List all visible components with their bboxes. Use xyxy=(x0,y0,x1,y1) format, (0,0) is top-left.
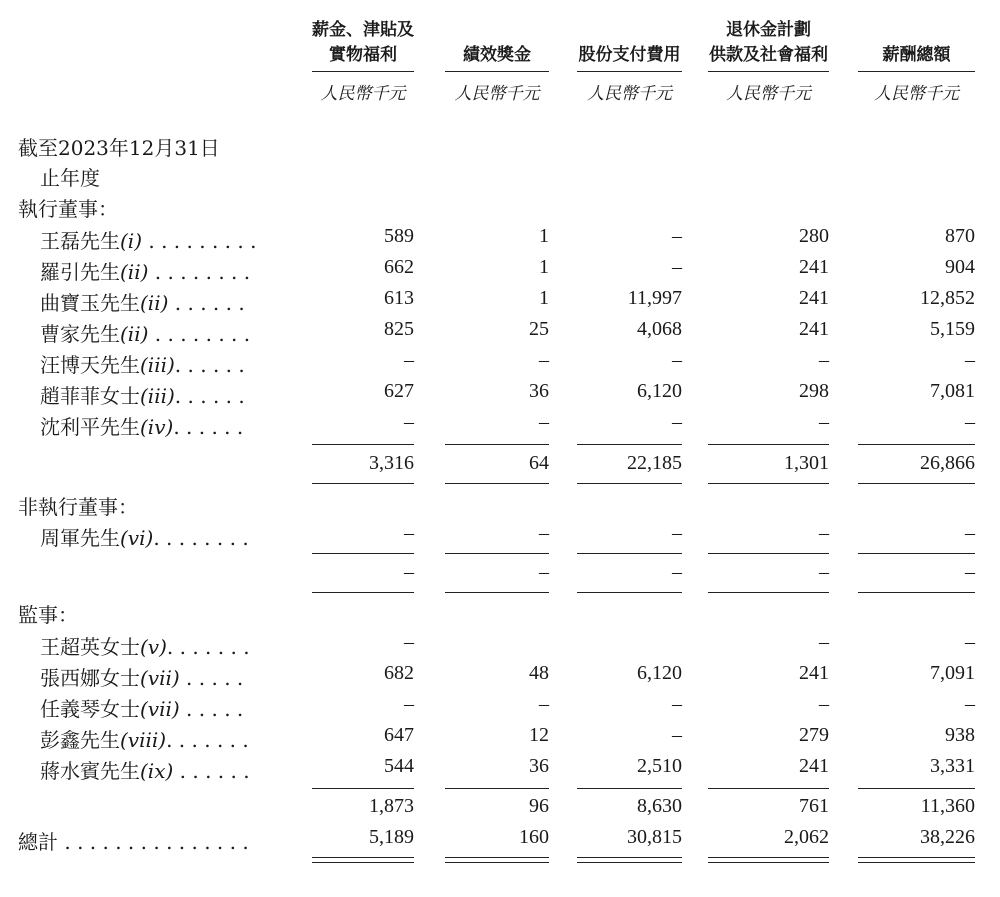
note-ref: (viii) xyxy=(120,728,167,752)
unit-label: 人民幣千元 xyxy=(454,84,540,104)
person-name-text: 王磊先生 xyxy=(40,229,120,253)
section-label: 非執行董事： xyxy=(18,495,138,519)
person-name xyxy=(40,631,250,660)
cell-salary: 647 xyxy=(384,724,414,746)
cell-salary: 825 xyxy=(384,318,414,340)
cell-share: – xyxy=(672,561,682,583)
person-name xyxy=(40,380,245,409)
cell-total: – xyxy=(965,411,975,433)
cell-salary: 5,189 xyxy=(369,826,414,848)
cell-share: 6,120 xyxy=(637,662,682,684)
cell-total: – xyxy=(965,522,975,544)
subtotal-rule xyxy=(708,592,829,593)
cell-total: – xyxy=(965,349,975,371)
note-ref: (ix) xyxy=(140,759,174,783)
cell-bonus: 1 xyxy=(539,287,549,309)
cell-pension: 241 xyxy=(799,318,829,340)
note-ref: (ii) xyxy=(140,291,169,315)
leader-dots: . . . . . . . xyxy=(166,728,249,752)
person-name-text: 蔣水賓先生 xyxy=(40,759,140,783)
cell-pension: 241 xyxy=(799,287,829,309)
person-name xyxy=(40,318,250,347)
cell-total: – xyxy=(965,561,975,583)
cell-pension: 761 xyxy=(799,795,829,817)
cell-salary: 627 xyxy=(384,380,414,402)
person-name xyxy=(40,256,250,285)
subtotal-rule xyxy=(312,553,414,554)
double-rule xyxy=(577,857,682,863)
cell-pension: 241 xyxy=(799,662,829,684)
note-ref: (iv) xyxy=(140,415,174,439)
cell-bonus: 25 xyxy=(529,318,549,340)
column-header-salary: 薪金、津貼及 xyxy=(312,20,414,40)
note-ref: (ii) xyxy=(120,260,149,284)
subtotal-rule xyxy=(312,483,414,484)
person-name-text: 任義琴女士 xyxy=(40,697,140,721)
subtotal-rule xyxy=(577,592,682,593)
cell-total: 5,159 xyxy=(930,318,975,340)
note-ref: (iii) xyxy=(140,353,175,377)
note-ref: (ii) xyxy=(120,322,149,346)
cell-salary: – xyxy=(404,561,414,583)
person-name-text: 汪博天先生 xyxy=(40,353,140,377)
leader-dots: . . . . . . xyxy=(173,759,250,783)
note-ref: (vii) xyxy=(140,666,180,690)
subtotal-rule xyxy=(708,788,829,789)
leader-dots: . . . . . . . . xyxy=(153,526,249,550)
cell-pension: – xyxy=(819,522,829,544)
person-name-text: 彭鑫先生 xyxy=(40,728,120,752)
cell-bonus: – xyxy=(539,522,549,544)
cell-salary: – xyxy=(404,349,414,371)
header-underline xyxy=(577,71,682,72)
cell-total: 11,360 xyxy=(920,795,975,817)
subtotal-rule xyxy=(858,553,975,554)
cell-share: 22,185 xyxy=(627,452,682,474)
double-rule xyxy=(708,857,829,863)
person-name-text: 羅引先生 xyxy=(40,260,120,284)
person-name-text: 周軍先生 xyxy=(40,526,120,550)
cell-pension: – xyxy=(819,693,829,715)
person-name-text: 曹家先生 xyxy=(40,322,120,346)
person-name-text: 張西娜女士 xyxy=(40,666,140,690)
header-underline xyxy=(708,71,829,72)
cell-share: – xyxy=(672,349,682,371)
column-header-pension: 退休金計劃 xyxy=(726,20,811,40)
cell-salary: 1,873 xyxy=(369,795,414,817)
cell-total: 904 xyxy=(945,256,975,278)
person-name xyxy=(40,693,243,722)
note-ref: (i) xyxy=(120,229,143,253)
subtotal-rule xyxy=(858,788,975,789)
person-name-text: 趙菲菲女士 xyxy=(40,384,140,408)
subtotal-rule xyxy=(445,553,549,554)
cell-salary: 613 xyxy=(384,287,414,309)
section-label: 執行董事： xyxy=(18,197,118,221)
cell-salary: 589 xyxy=(384,225,414,247)
cell-share: – xyxy=(672,724,682,746)
leader-dots: . . . . . . . . xyxy=(148,260,251,284)
cell-total: – xyxy=(965,693,975,715)
cell-total: 26,866 xyxy=(920,452,975,474)
cell-salary: 3,316 xyxy=(369,452,414,474)
cell-pension: – xyxy=(819,411,829,433)
section-label: 監事： xyxy=(18,603,78,627)
cell-bonus: 1 xyxy=(539,256,549,278)
double-rule xyxy=(858,857,975,863)
column-header-salary: 實物福利 xyxy=(329,45,397,65)
cell-pension: 241 xyxy=(799,755,829,777)
cell-total: 3,331 xyxy=(930,755,975,777)
leader-dots: . . . . . . xyxy=(174,353,245,377)
cell-pension: 280 xyxy=(799,225,829,247)
cell-pension: 1,301 xyxy=(784,452,829,474)
subtotal-rule xyxy=(445,788,549,789)
leader-dots: . . . . . . . . xyxy=(148,322,251,346)
cell-pension: 279 xyxy=(799,724,829,746)
subtotal-rule xyxy=(708,553,829,554)
cell-bonus: – xyxy=(539,561,549,583)
cell-salary: – xyxy=(404,631,414,653)
unit-label: 人民幣千元 xyxy=(587,84,672,104)
cell-bonus: 48 xyxy=(529,662,549,684)
leader-dots: . . . . . xyxy=(179,697,244,721)
leader-dots: . . . . . . . . . . . . . . . xyxy=(58,830,249,854)
unit-label: 人民幣千元 xyxy=(320,84,406,104)
note-ref: (v) xyxy=(140,635,167,659)
subtotal-rule xyxy=(577,483,682,484)
person-name xyxy=(40,724,249,753)
subtotal-rule xyxy=(708,444,829,445)
unit-label: 人民幣千元 xyxy=(874,84,959,104)
person-name xyxy=(40,755,250,784)
leader-dots: . . . . . . . xyxy=(166,635,250,659)
cell-bonus: 12 xyxy=(529,724,549,746)
person-name xyxy=(40,662,243,691)
cell-bonus: 96 xyxy=(529,795,549,817)
cell-pension: 2,062 xyxy=(784,826,829,848)
grand-total-text: 總計 xyxy=(18,830,58,854)
column-header-bonus: 績效獎金 xyxy=(463,45,531,65)
double-rule xyxy=(445,857,549,863)
cell-share: 8,630 xyxy=(637,795,682,817)
cell-share: 30,815 xyxy=(627,826,682,848)
cell-salary: 682 xyxy=(384,662,414,684)
leader-dots: . . . . . . xyxy=(168,291,245,315)
subtotal-rule xyxy=(312,788,414,789)
cell-bonus: – xyxy=(539,411,549,433)
header-underline xyxy=(445,71,549,72)
cell-total: 7,091 xyxy=(930,662,975,684)
grand-total-label xyxy=(18,826,249,855)
cell-bonus: 64 xyxy=(529,452,549,474)
subtotal-rule xyxy=(445,592,549,593)
subtotal-rule xyxy=(708,483,829,484)
period-label: 止年度 xyxy=(40,166,100,190)
column-header-pension: 供款及社會福利 xyxy=(709,45,828,65)
note-ref: (vi) xyxy=(120,526,154,550)
cell-pension: – xyxy=(819,561,829,583)
cell-salary: 544 xyxy=(384,755,414,777)
cell-total: 938 xyxy=(945,724,975,746)
person-name xyxy=(40,522,249,551)
cell-pension: – xyxy=(819,631,829,653)
leader-dots: . . . . . xyxy=(179,666,244,690)
cell-salary: – xyxy=(404,522,414,544)
cell-share: – xyxy=(672,693,682,715)
cell-share: – xyxy=(672,522,682,544)
period-label: 截至2023年12月31日 xyxy=(18,136,220,160)
cell-total: – xyxy=(965,631,975,653)
cell-share: – xyxy=(672,256,682,278)
leader-dots: . . . . . . . . . xyxy=(142,229,257,253)
person-name-text: 沈利平先生 xyxy=(40,415,140,439)
column-header-total: 薪酬總額 xyxy=(882,45,951,65)
cell-bonus: 36 xyxy=(529,755,549,777)
cell-salary: 662 xyxy=(384,256,414,278)
cell-pension: 241 xyxy=(799,256,829,278)
header-underline xyxy=(312,71,414,72)
cell-share: – xyxy=(672,225,682,247)
cell-share: – xyxy=(672,411,682,433)
leader-dots: . . . . . . xyxy=(173,415,244,439)
double-rule xyxy=(312,857,414,863)
subtotal-rule xyxy=(858,592,975,593)
person-name xyxy=(40,287,245,316)
cell-total: 870 xyxy=(945,225,975,247)
subtotal-rule xyxy=(577,553,682,554)
person-name xyxy=(40,349,245,378)
person-name-text: 曲寶玉先生 xyxy=(40,291,140,315)
subtotal-rule xyxy=(577,444,682,445)
cell-share: 4,068 xyxy=(637,318,682,340)
subtotal-rule xyxy=(858,444,975,445)
person-name-text: 王超英女士 xyxy=(40,635,140,659)
cell-bonus: 160 xyxy=(519,826,549,848)
cell-pension: – xyxy=(819,349,829,371)
cell-pension: 298 xyxy=(799,380,829,402)
subtotal-rule xyxy=(312,444,414,445)
cell-bonus: 36 xyxy=(529,380,549,402)
column-header-share: 股份支付費用 xyxy=(578,45,681,65)
cell-bonus: – xyxy=(539,693,549,715)
cell-bonus: – xyxy=(539,349,549,371)
person-name xyxy=(40,225,256,254)
cell-share: 11,997 xyxy=(627,287,682,309)
cell-share: 6,120 xyxy=(637,380,682,402)
cell-salary: – xyxy=(404,693,414,715)
cell-total: 38,226 xyxy=(920,826,975,848)
cell-total: 12,852 xyxy=(920,287,975,309)
unit-label: 人民幣千元 xyxy=(726,84,811,104)
subtotal-rule xyxy=(312,592,414,593)
subtotal-rule xyxy=(577,788,682,789)
person-name xyxy=(40,411,243,440)
note-ref: (iii) xyxy=(140,384,175,408)
cell-share: 2,510 xyxy=(637,755,682,777)
subtotal-rule xyxy=(445,444,549,445)
subtotal-rule xyxy=(445,483,549,484)
note-ref: (vii) xyxy=(140,697,180,721)
cell-total: 7,081 xyxy=(930,380,975,402)
leader-dots: . . . . . . xyxy=(174,384,245,408)
header-underline xyxy=(858,71,975,72)
subtotal-rule xyxy=(858,483,975,484)
cell-salary: – xyxy=(404,411,414,433)
cell-bonus: 1 xyxy=(539,225,549,247)
